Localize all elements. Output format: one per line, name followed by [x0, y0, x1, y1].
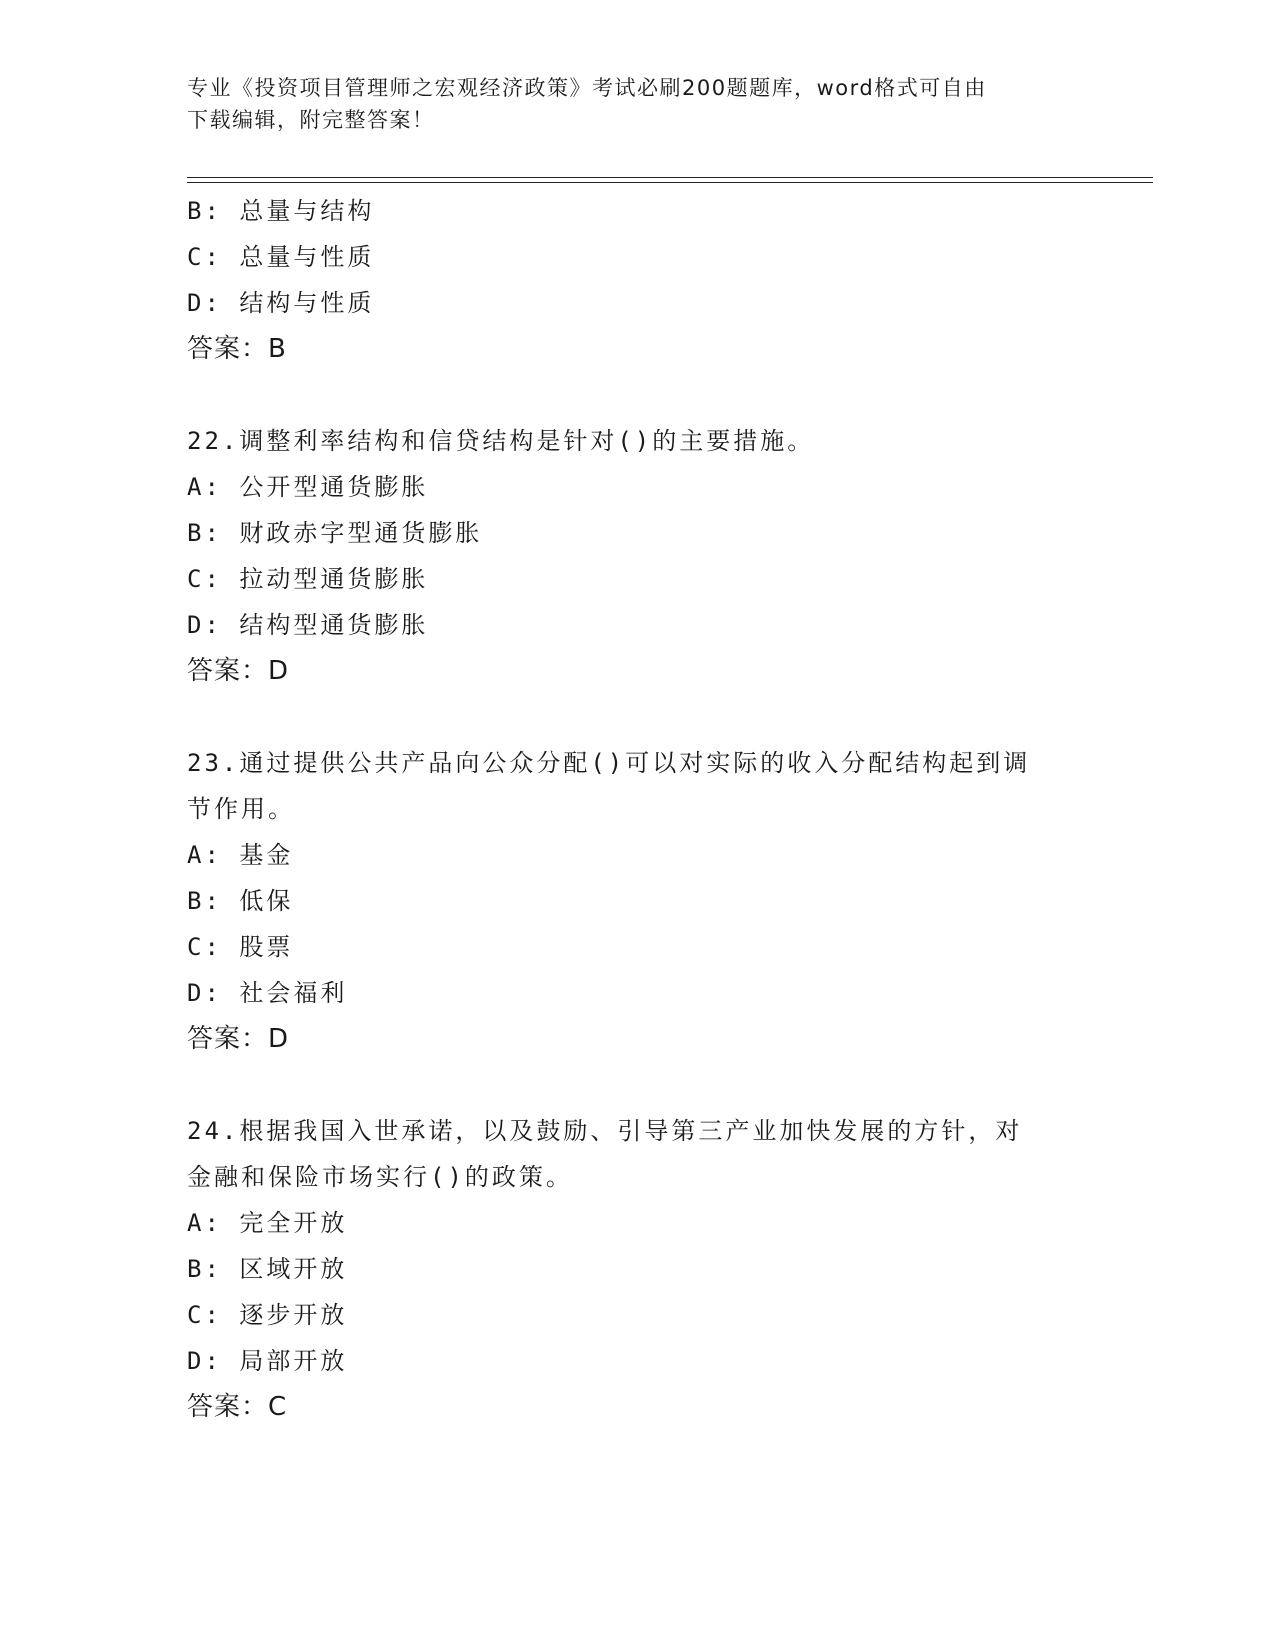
option-c: C: 总量与性质 — [187, 243, 375, 271]
question-text-line-2: 节作用。 — [187, 795, 295, 823]
answer-line: 答案：D — [187, 656, 290, 686]
question-block-21 — [187, 188, 1087, 372]
question-block-22 — [187, 418, 1087, 694]
question-text-line-2: 金融和保险市场实行()的政策。 — [187, 1163, 573, 1191]
header-divider-bottom — [187, 182, 1153, 183]
option-d: D: 社会福利 — [187, 979, 348, 1007]
question-text-line-1: 23.通过提供公共产品向公众分配()可以对实际的收入分配结构起到调 — [187, 749, 1031, 777]
option-c: C: 逐步开放 — [187, 1301, 348, 1329]
option-c: C: 股票 — [187, 933, 294, 961]
option-b: B: 低保 — [187, 887, 294, 915]
option-b: B: 区域开放 — [187, 1255, 348, 1283]
option-a: A: 公开型通货膨胀 — [187, 473, 429, 501]
option-a: A: 基金 — [187, 841, 294, 869]
header-divider-top — [187, 177, 1153, 178]
option-b: B: 财政赤字型通货膨胀 — [187, 519, 483, 547]
header-line-2: 下载编辑，附完整答案！ — [187, 108, 435, 132]
option-a: A: 完全开放 — [187, 1209, 348, 1237]
question-text: 22.调整利率结构和信贷结构是针对()的主要措施。 — [187, 427, 815, 455]
question-list — [187, 188, 1087, 1430]
option-b: B: 总量与结构 — [187, 197, 375, 225]
answer-line: 答案：D — [187, 1024, 290, 1054]
question-text-line-1: 24.根据我国入世承诺，以及鼓励、引导第三产业加快发展的方针，对 — [187, 1117, 1023, 1145]
option-d: D: 结构型通货膨胀 — [187, 611, 429, 639]
header-line-1: 专业《投资项目管理师之宏观经济政策》考试必刷200题题库，word格式可自由 — [187, 76, 987, 100]
question-block-23 — [187, 740, 1087, 1062]
option-d: D: 结构与性质 — [187, 289, 375, 317]
document-header — [187, 72, 1087, 136]
answer-line: 答案：B — [187, 334, 287, 364]
option-d: D: 局部开放 — [187, 1347, 348, 1375]
question-block-24 — [187, 1108, 1087, 1430]
option-c: C: 拉动型通货膨胀 — [187, 565, 429, 593]
answer-line: 答案：C — [187, 1392, 288, 1422]
